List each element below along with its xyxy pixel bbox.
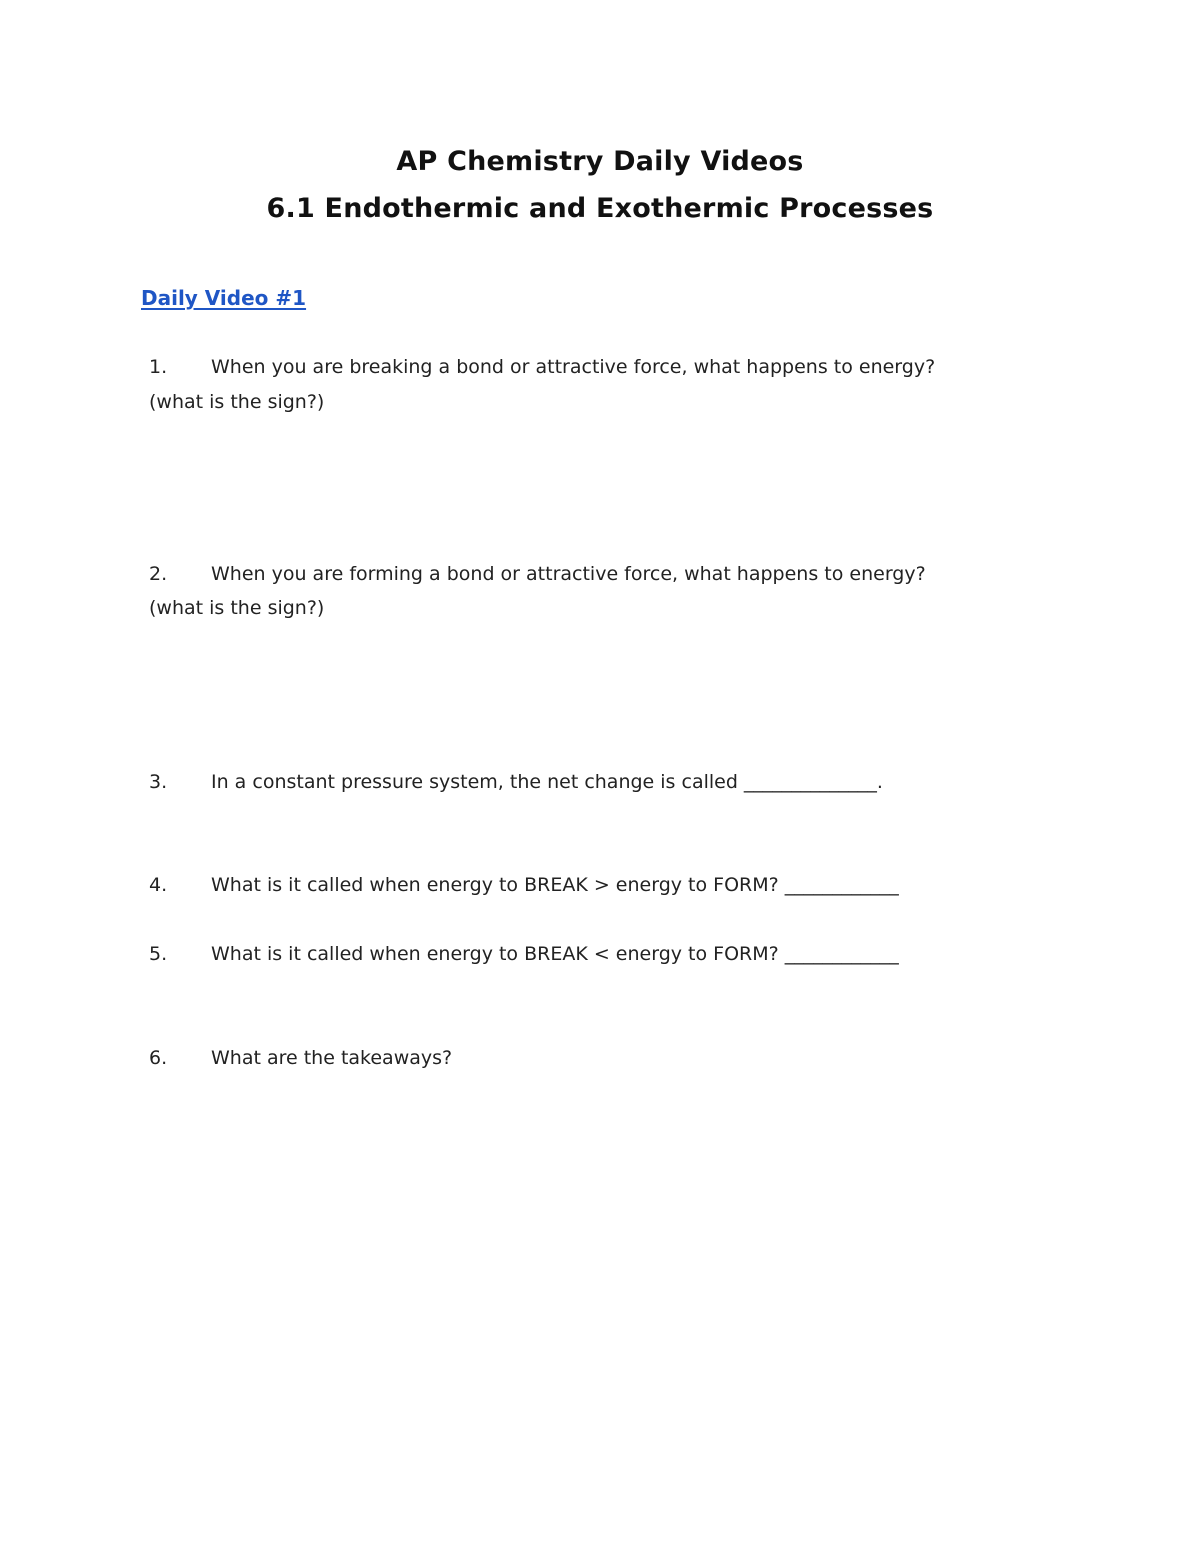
document-title: AP Chemistry Daily Videos xyxy=(396,146,804,177)
question-number: 1. xyxy=(149,356,168,378)
question-number: 2. xyxy=(149,563,168,585)
question-text: In a constant pressure system, the net change is called ______________. xyxy=(211,771,883,793)
question-number: 3. xyxy=(149,771,168,793)
document-subtitle: 6.1 Endothermic and Exothermic Processes xyxy=(266,193,934,224)
question-1-subtext: (what is the sign?) xyxy=(149,391,325,413)
question-text: What is it called when energy to BREAK < energy to FORM? ____________ xyxy=(211,943,899,965)
question-number: 6. xyxy=(149,1047,168,1069)
question-text: What is it called when energy to BREAK > energy to FORM? ____________ xyxy=(211,874,899,896)
daily-video-link[interactable]: Daily Video #1 xyxy=(141,286,307,310)
question-text: What are the takeaways? xyxy=(211,1047,453,1069)
question-text: When you are breaking a bond or attractive force, what happens to energy? xyxy=(211,356,936,378)
question-number: 4. xyxy=(149,874,168,896)
question-number: 5. xyxy=(149,943,168,965)
question-text: When you are forming a bond or attractive force, what happens to energy? xyxy=(211,563,926,585)
question-2-subtext: (what is the sign?) xyxy=(149,597,325,619)
